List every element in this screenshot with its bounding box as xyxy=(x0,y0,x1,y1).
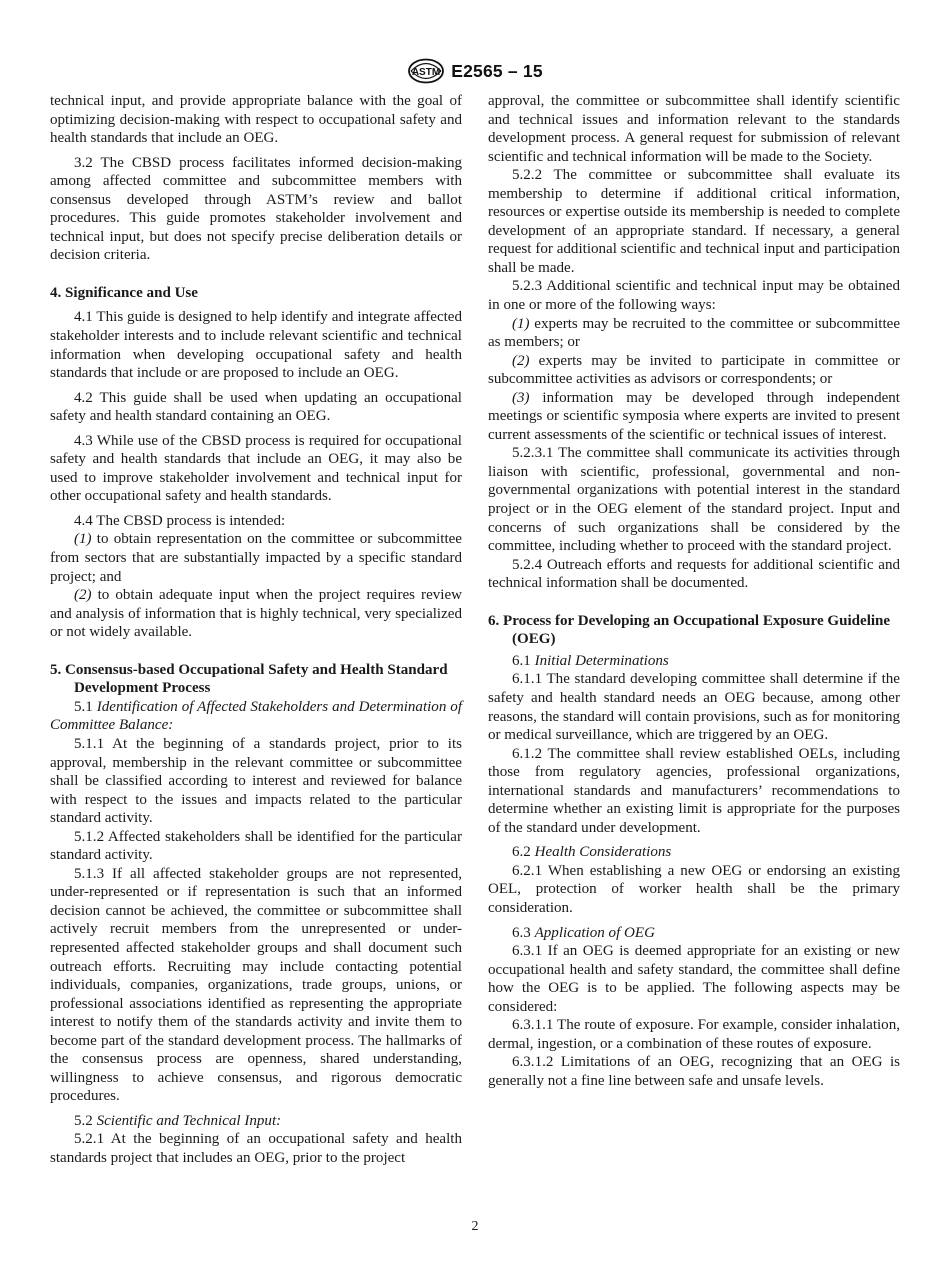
list-number: (2) xyxy=(74,587,92,604)
paragraph-6-3-1-1: 6.3.1.1 The route of exposure. For example, consider inhalation, dermal, ingestion, or a combination of these routes of exposure. xyxy=(488,1017,900,1052)
paragraph-5-2-1-continued: approval, the committee or subcommittee shall identify scientific and technical issues and information relevant to the standards development process. A general request for submission of relevant scientific and technical information will be made to the Society. xyxy=(488,93,900,165)
clause-number: 6.3 xyxy=(512,924,535,941)
list-text: to obtain adequate input when the project requires review and analysis of information that is highly technical, very specialized or not widely available. xyxy=(50,587,462,641)
clause-title: Initial Determinations xyxy=(534,652,669,669)
paragraph-5-1-3: 5.1.3 If all affected stakeholder groups are not represented, under-represented or if representation is such that an informed decision cannot be achieved, the committee or subcommittee shall actively recruit members from the unrepresented or under-represented affected stakeholder groups and shall document such outreach efforts. Recruiting may include contacting potential individuals, companies, organizations, trade groups, unions, or professional associations identified as representing the appropriate interest to notify them of the standards activity and invite them to become part of the standard development process. The hallmarks of the consensus process are openness, shared understanding, willingness to achieve consensus, and rigorous democratic procedures. xyxy=(50,865,462,1105)
paragraph-6-1 xyxy=(488,652,900,671)
right-column xyxy=(488,92,900,1090)
clause-title: Scientific and Technical Input: xyxy=(96,1112,282,1129)
paragraph-6-2-1: 6.2.1 When establishing a new OEG or endorsing an existing OEL, protection of worker health shall be the primary consideration. xyxy=(488,862,900,916)
paragraph-6-3-1-2: 6.3.1.2 Limitations of an OEG, recognizing that an OEG is generally not a fine line between safe and unsafe levels. xyxy=(488,1054,900,1089)
paragraph-5-2-1: 5.2.1 At the beginning of an occupational safety and health standards project that includes an OEG, prior to the project xyxy=(50,1131,462,1166)
clause-title: Identification of Affected Stakeholders and Determination of Committee Balance: xyxy=(50,698,463,734)
clause-title: Health Considerations xyxy=(534,844,672,861)
paragraph-5-2 xyxy=(50,1112,462,1131)
paragraph-4-3: 4.3 While use of the CBSD process is required for occupational safety and health standards that include an OEG, it may also be used to improve stakeholder involvement and technical input for other occupational safety and health standards. xyxy=(50,432,462,505)
paragraph-5-1-1: 5.1.1 At the beginning of a standards project, prior to its approval, membership in the relevant committee or subcommittee shall be classified according to interest and reviewed for balance with respect to the issues and impacts related to the particular standard activity. xyxy=(50,735,462,827)
paragraph-5-2-4: 5.2.4 Outreach efforts and requests for additional scientific and technical information shall be documented. xyxy=(488,556,900,592)
list-number: (2) xyxy=(512,352,530,369)
paragraph-5-2-3-1: 5.2.3.1 The committee shall communicate its activities through liaison with scientific, professional, governmental and non-governmental organizations with potential interest in the standard project or in the OEG element of the standard project. Input and concerns of such organizations shall be considered by the committee, including whether to proceed with the standard project. xyxy=(488,445,900,555)
list-text: to obtain representation on the committee or subcommittee from sectors that are substantially impacted by a specific standard project; and xyxy=(50,531,462,585)
paragraph-6-1-1: 6.1.1 The standard developing committee shall determine if the safety and health standard needs an OEG because, among other reasons, the standard will contain provisions, such as for monitoring or medical surveillance, which are triggered by an OEG. xyxy=(488,671,900,744)
paragraph-6-2 xyxy=(488,843,900,862)
paragraph-6-3-1: 6.3.1 If an OEG is deemed appropriate for an existing or new occupational health and safety standard, the committee shall define how the OEG is to be applied. The following aspects may be considered: xyxy=(488,943,900,1015)
list-item-4-4-2 xyxy=(50,586,462,642)
clause-title: Application of OEG xyxy=(534,924,655,941)
clause-number: 5.1 xyxy=(74,698,97,715)
svg-text:ASTM: ASTM xyxy=(412,67,441,78)
list-number: (3) xyxy=(512,389,530,406)
paragraph-3-2: 3.2 The CBSD process facilitates informed decision-making among affected committee and subcommittee members with consensus developed through ASTM’s review and ballot procedures. This guide promotes stakeholder involvement and technical input, but does not specify precise deliberation details or decision criteria. xyxy=(50,154,462,264)
section-4-heading: 4. Significance and Use xyxy=(50,284,198,301)
paragraph-4-2: 4.2 This guide shall be used when updating an occupational safety and health standard containing an OEG. xyxy=(50,389,462,425)
clause-number: 6.1 xyxy=(512,652,535,669)
clause-number: 6.2 xyxy=(512,844,535,861)
section-6-heading: 6. Process for Developing an Occupational Exposure Guideline (OEG) xyxy=(488,612,891,648)
paragraph-6-1-2: 6.1.2 The committee shall review established OELs, including those from regulatory agencies, professional organizations, international standards and manufacturers’ recommendations to determine whether an existing limit is appropriate for the purposes of the standard under development. xyxy=(488,745,900,836)
page-header xyxy=(0,56,950,86)
page-number: 2 xyxy=(471,1219,479,1234)
paragraph-6-3 xyxy=(488,924,900,943)
list-number: (1) xyxy=(512,315,530,332)
paragraph-3-1-continued: technical input, and provide appropriate balance with the goal of optimizing decision-making with respect to occupational safety and health standards that include an OEG. xyxy=(50,93,462,147)
paragraph-4-1: 4.1 This guide is designed to help identify and integrate affected stakeholder interests and to include relevant scientific and technical information when developing occupational safety and health standards that include or are proposed to include an OEG. xyxy=(50,309,462,382)
list-item-4-4-1 xyxy=(50,530,462,586)
list-text: experts may be invited to participate in committee or subcommittee activities as advisors or correspondents; or xyxy=(488,352,900,388)
astm-logo-icon xyxy=(407,58,445,84)
paragraph-4-4: 4.4 The CBSD process is intended: xyxy=(74,512,286,529)
list-item-5-2-3-3 xyxy=(488,389,900,445)
document-designation: E2565 – 15 xyxy=(451,60,543,81)
list-item-5-2-3-1 xyxy=(488,315,900,352)
paragraph-5-1 xyxy=(50,698,462,735)
list-text: information may be developed through independent meetings or scientific symposia where experts are invited to present current assessments of the scientific or technical issues of interest. xyxy=(488,389,900,443)
paragraph-5-1-2: 5.1.2 Affected stakeholders shall be identified for the particular standard activity. xyxy=(50,828,462,864)
paragraph-5-2-2: 5.2.2 The committee or subcommittee shall evaluate its membership to determine if additional critical information, resources or expertise outside its membership is needed to complete development of an appropriate standard. If necessary, a general request for additional scientific and technical input and participation shall be made. xyxy=(488,167,900,276)
list-text: experts may be recruited to the committee or subcommittee as members; or xyxy=(488,315,900,351)
section-5-heading: 5. Consensus-based Occupational Safety and Health Standard Development Process xyxy=(50,661,448,697)
paragraph-5-2-3: 5.2.3 Additional scientific and technical input may be obtained in one or more of the following ways: xyxy=(488,278,900,314)
list-item-5-2-3-2 xyxy=(488,352,900,389)
left-column xyxy=(50,92,462,1168)
list-number: (1) xyxy=(74,531,92,548)
clause-number: 5.2 xyxy=(74,1112,97,1129)
